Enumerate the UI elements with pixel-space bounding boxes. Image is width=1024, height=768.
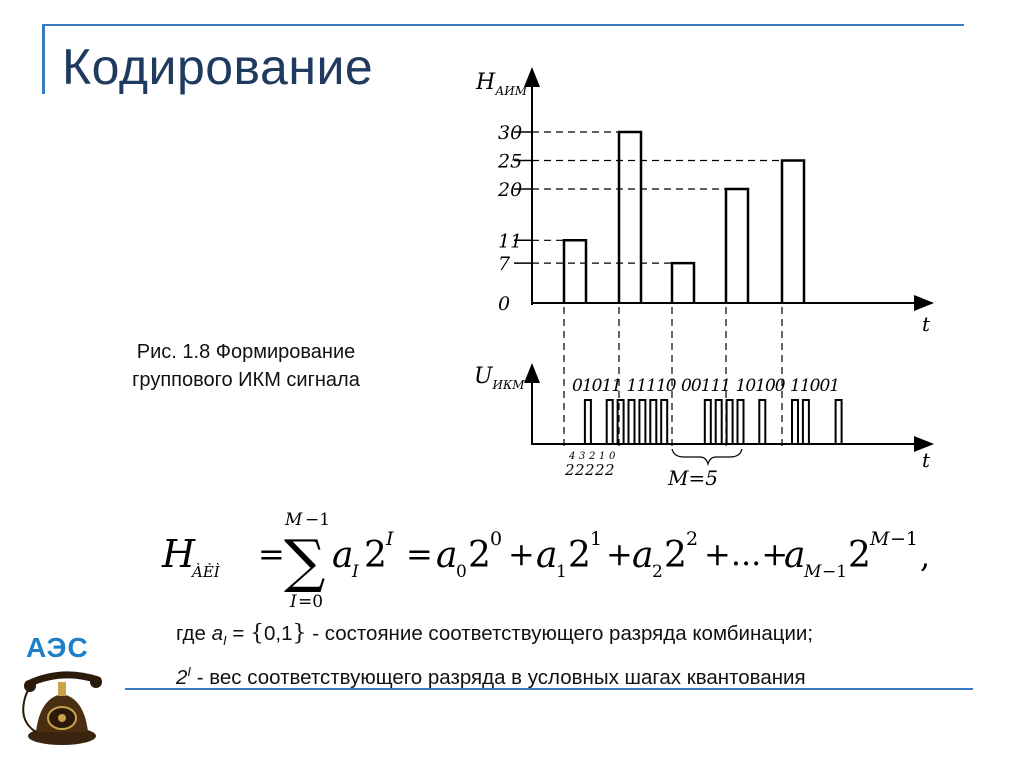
logo-text: АЭС (26, 632, 89, 663)
top-axis-label: $H_{АИМ}$ (476, 70, 528, 98)
weight-exp-2: 2 (589, 451, 596, 462)
y-tick-7: 7 (498, 253, 511, 276)
svg-text:M: M (870, 528, 890, 550)
y-tick-0: 0 (498, 293, 511, 315)
svg-text:2: 2 (364, 535, 387, 576)
svg-text:2: 2 (468, 535, 491, 576)
code-group-labels (572, 376, 839, 396)
svg-text:a: a (784, 535, 806, 576)
weight-exp-4: 4 (569, 451, 576, 462)
pam-samples (564, 132, 804, 303)
figure-caption (96, 338, 396, 394)
top-rule (44, 24, 964, 26)
weight-exp-0: 0 (609, 451, 616, 462)
code-group-3: 10100 (735, 376, 785, 396)
svg-text:1: 1 (590, 528, 603, 550)
code-group-4: 11001 (790, 376, 840, 396)
weight-base-3: 2 (575, 461, 585, 479)
caption-line-2: группового ИКМ сигнала (132, 369, 360, 391)
svg-text:,: , (920, 537, 931, 575)
pcm-pulses (585, 400, 842, 444)
note-sup-i: I (187, 664, 192, 680)
pcm-pulse-train (585, 400, 842, 444)
pam-sample-2 (672, 263, 694, 303)
svg-text:−1: −1 (305, 510, 331, 530)
bottom-time-label: t (922, 448, 931, 472)
pam-sample-1 (619, 132, 641, 303)
weight-base-2: 2 (585, 461, 595, 479)
svg-text:M: M (804, 562, 822, 582)
note-set: 0,1 (264, 622, 293, 645)
svg-text:I: I (386, 528, 394, 550)
svg-text:+: + (508, 535, 535, 573)
svg-text:−1: −1 (890, 528, 919, 550)
y-tick-20: 20 (498, 179, 523, 201)
svg-text:ÀÈÌ: ÀÈÌ (192, 563, 220, 581)
svg-text:+: + (606, 535, 633, 573)
pcm-diagram (440, 55, 950, 495)
svg-text:M: M (285, 510, 303, 530)
note-text-1: - состояние соответствующего разряда комбинации; (306, 622, 814, 645)
svg-text:0: 0 (456, 562, 467, 582)
svg-text:a: a (332, 535, 354, 576)
weight-base-0: 2 (605, 461, 615, 479)
y-tick-labels (497, 122, 532, 315)
svg-text:−1: −1 (822, 562, 848, 582)
top-time-label: t (922, 312, 931, 336)
svg-text:2: 2 (848, 535, 871, 576)
svg-text:2: 2 (664, 535, 687, 576)
svg-text:a: a (436, 535, 458, 576)
weight-base-1: 2 (595, 461, 605, 479)
svg-text:0: 0 (490, 528, 503, 550)
svg-text:a: a (632, 535, 654, 576)
note-dash: - (191, 665, 210, 689)
svg-text:=0: =0 (298, 592, 324, 612)
note-brace-open: { (250, 621, 265, 646)
group-brace (672, 449, 742, 464)
pam-sample-3 (726, 189, 748, 303)
code-group-0: 01011 (572, 376, 622, 396)
slide-title: Кодирование (62, 39, 374, 95)
note-base: 2 (176, 665, 188, 689)
svg-text:I: I (290, 592, 297, 612)
group-label: M=5 (668, 466, 718, 490)
note-sub-i: I (223, 633, 227, 649)
svg-text:2: 2 (568, 535, 591, 576)
svg-text:=: = (406, 535, 433, 573)
y-tick-25: 25 (498, 150, 523, 173)
note-brace-close: } (292, 621, 307, 646)
note-text-2: вес соответствующего разряда в условных шагах квантования (209, 665, 806, 689)
y-tick-11: 11 (498, 230, 523, 253)
formula-notes (176, 618, 813, 693)
svg-text:+...+: +...+ (704, 535, 789, 573)
bit-weights (564, 451, 616, 479)
caption-line-1: Рис. 1.8 Формирование (136, 341, 356, 363)
svg-text:a: a (536, 535, 558, 576)
weight-exp-3: 3 (579, 451, 586, 462)
svg-text:=: = (258, 535, 285, 573)
note-var-a: a (211, 622, 224, 645)
y-tick-30: 30 (498, 122, 523, 144)
svg-text:I: I (352, 562, 359, 582)
bottom-axis-label: $U_{ИКМ}$ (474, 364, 525, 392)
weight-base-4: 2 (565, 461, 575, 479)
code-group-1: 11110 (626, 376, 676, 396)
note-eq: = (226, 622, 251, 645)
svg-text:2: 2 (686, 528, 699, 550)
svg-text:1: 1 (556, 562, 567, 582)
weight-exp-1: 1 (599, 451, 606, 462)
note-prefix: где (176, 622, 212, 645)
left-rule (42, 24, 45, 94)
code-group-2: 00111 (681, 376, 731, 396)
note-line-1 (176, 618, 813, 656)
pam-sample-4 (782, 161, 804, 304)
svg-text:∑: ∑ (284, 527, 326, 595)
svg-text:H: H (162, 532, 196, 576)
pcm-formula (150, 495, 970, 615)
pam-sample-0 (564, 240, 586, 303)
svg-text:2: 2 (652, 562, 663, 582)
note-line-2 (176, 656, 813, 693)
